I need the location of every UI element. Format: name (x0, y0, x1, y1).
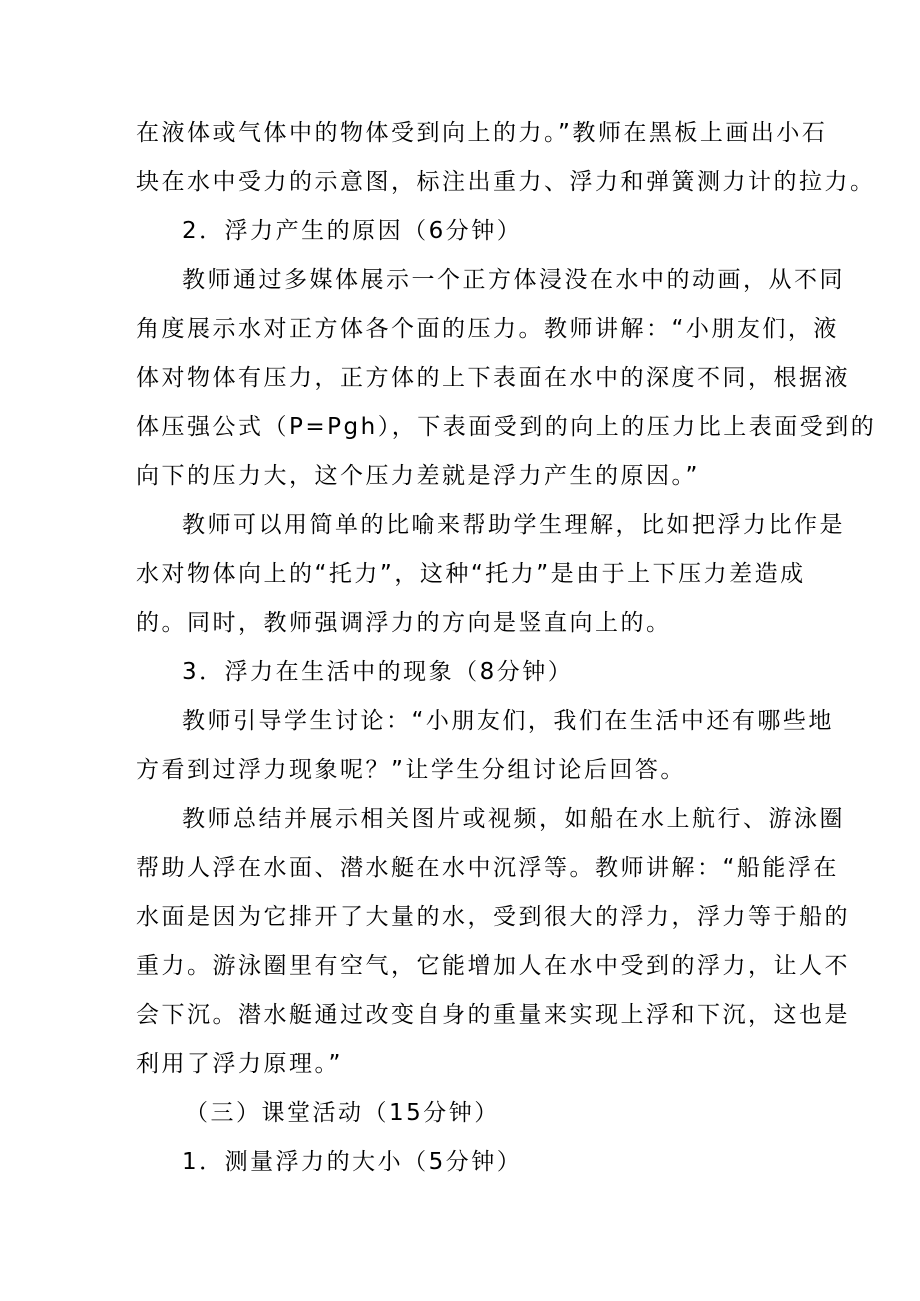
paragraph-line: 在液体或气体中的物体受到向上的力。”教师在黑板上画出小石 (136, 120, 828, 146)
section-heading: 1．测量浮力的大小（5分钟） (182, 1149, 523, 1175)
paragraph-line: 帮助人浮在水面、潜水艇在水中沉浮等。教师讲解：“船能浮在 (136, 855, 839, 881)
paragraph-line: 块在水中受力的示意图，标注出重力、浮力和弹簧测力计的拉力。 (136, 169, 876, 195)
section-heading: 2．浮力产生的原因（6分钟） (182, 218, 523, 244)
paragraph-line: 重力。游泳圈里有空气，它能增加人在水中受到的浮力，让人不 (136, 953, 850, 979)
paragraph-line: 教师通过多媒体展示一个正方体浸没在水中的动画，从不同 (182, 267, 845, 293)
paragraph-line: 的。同时，教师强调浮力的方向是竖直向上的。 (136, 610, 672, 636)
paragraph-line: 角度展示水对正方体各个面的压力。教师讲解：“小朋友们，液 (136, 316, 839, 342)
paragraph-line: 利用了浮力原理。” (136, 1051, 343, 1077)
paragraph-line: 水面是因为它排开了大量的水，受到很大的浮力，浮力等于船的 (136, 904, 850, 930)
paragraph-line: 向下的压力大，这个压力差就是浮力产生的原因。” (136, 463, 700, 489)
paragraph-line: 体压强公式（P=Pgh），下表面受到的向上的压力比上表面受到的 (136, 414, 877, 440)
paragraph-line: 教师总结并展示相关图片或视频，如船在水上航行、游泳圈 (182, 806, 845, 832)
section-heading: （三）课堂活动（15分钟） (185, 1100, 500, 1126)
section-heading: 3．浮力在生活中的现象（8分钟） (182, 659, 574, 685)
paragraph-line: 水对物体向上的“托力”，这种“托力”是由于上下压力差造成 (136, 561, 806, 587)
paragraph-line: 教师引导学生讨论：“小朋友们，我们在生活中还有哪些地 (182, 708, 834, 734)
paragraph-line: 教师可以用简单的比喻来帮助学生理解，比如把浮力比作是 (182, 512, 845, 538)
paragraph-line: 方看到过浮力现象呢？”让学生分组讨论后回答。 (136, 757, 686, 783)
paragraph-line: 会下沉。潜水艇通过改变自身的重量来实现上浮和下沉，这也是 (136, 1002, 850, 1028)
paragraph-line: 体对物体有压力，正方体的上下表面在水中的深度不同，根据液 (136, 365, 850, 391)
